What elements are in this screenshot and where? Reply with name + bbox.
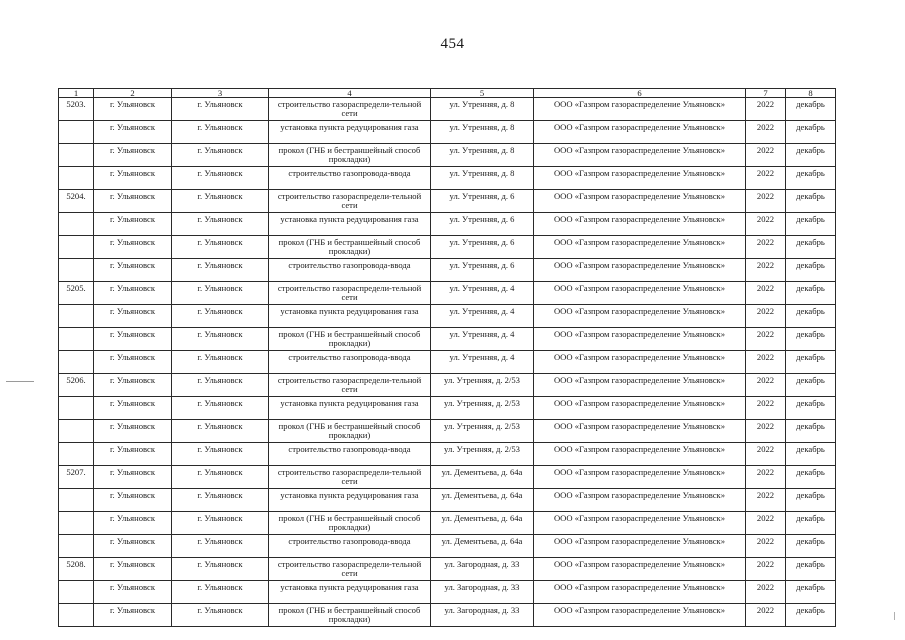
settlement-cell: г. Ульяновск (172, 558, 269, 581)
settlement-cell: г. Ульяновск (172, 144, 269, 167)
year-cell: 2022 (746, 259, 786, 282)
municipality-cell: г. Ульяновск (94, 213, 172, 236)
work-type-cell: прокол (ГНБ и бестраншейный способ прокладки) (269, 420, 431, 443)
work-type-cell: установка пункта редуцирования газа (269, 581, 431, 604)
work-type-cell: строительство газораспредели-тельной сети (269, 558, 431, 581)
year-cell: 2022 (746, 351, 786, 374)
row-number-cell (59, 489, 94, 512)
year-cell: 2022 (746, 144, 786, 167)
organization-cell: ООО «Газпром газораспределение Ульяновск» (534, 512, 746, 535)
month-cell: декабрь (786, 98, 836, 121)
work-type-cell: установка пункта редуцирования газа (269, 305, 431, 328)
work-type-cell: прокол (ГНБ и бестраншейный способ прокладки) (269, 604, 431, 627)
table-row (59, 604, 836, 627)
work-type-cell: установка пункта редуцирования газа (269, 489, 431, 512)
organization-cell: ООО «Газпром газораспределение Ульяновск» (534, 535, 746, 558)
municipality-cell: г. Ульяновск (94, 328, 172, 351)
month-cell: декабрь (786, 581, 836, 604)
settlement-cell: г. Ульяновск (172, 98, 269, 121)
work-type-cell: строительство газопровода-ввода (269, 351, 431, 374)
year-cell: 2022 (746, 328, 786, 351)
year-cell: 2022 (746, 213, 786, 236)
municipality-cell: г. Ульяновск (94, 397, 172, 420)
organization-cell: ООО «Газпром газораспределение Ульяновск» (534, 466, 746, 489)
year-cell: 2022 (746, 190, 786, 213)
municipality-cell: г. Ульяновск (94, 144, 172, 167)
organization-cell: ООО «Газпром газораспределение Ульяновск» (534, 397, 746, 420)
year-cell: 2022 (746, 420, 786, 443)
work-type-cell: строительство газораспредели-тельной сети (269, 466, 431, 489)
table-row (59, 144, 836, 167)
work-type-cell: строительство газораспредели-тельной сети (269, 190, 431, 213)
organization-cell: ООО «Газпром газораспределение Ульяновск» (534, 305, 746, 328)
municipality-cell: г. Ульяновск (94, 443, 172, 466)
table-row (59, 512, 836, 535)
work-type-cell: установка пункта редуцирования газа (269, 397, 431, 420)
settlement-cell: г. Ульяновск (172, 512, 269, 535)
table-row (59, 305, 836, 328)
settlement-cell: г. Ульяновск (172, 282, 269, 305)
address-cell: ул. Утренняя, д. 6 (431, 213, 534, 236)
address-cell: ул. Загородная, д. 33 (431, 604, 534, 627)
col-header: 2 (94, 89, 172, 98)
gas-works-table (58, 88, 836, 627)
month-cell: декабрь (786, 144, 836, 167)
settlement-cell: г. Ульяновск (172, 213, 269, 236)
month-cell: декабрь (786, 489, 836, 512)
organization-cell: ООО «Газпром газораспределение Ульяновск» (534, 259, 746, 282)
table-row (59, 581, 836, 604)
work-type-cell: строительство газопровода-ввода (269, 167, 431, 190)
organization-cell: ООО «Газпром газораспределение Ульяновск» (534, 558, 746, 581)
row-number-cell: 5206. (59, 374, 94, 397)
work-type-cell: строительство газораспредели-тельной сети (269, 98, 431, 121)
row-number-cell (59, 397, 94, 420)
month-cell: декабрь (786, 190, 836, 213)
year-cell: 2022 (746, 121, 786, 144)
work-type-cell: строительство газораспредели-тельной сети (269, 374, 431, 397)
organization-cell: ООО «Газпром газораспределение Ульяновск» (534, 328, 746, 351)
table-row (59, 190, 836, 213)
address-cell: ул. Утренняя, д. 4 (431, 351, 534, 374)
address-cell: ул. Утренняя, д. 6 (431, 259, 534, 282)
month-cell: декабрь (786, 535, 836, 558)
year-cell: 2022 (746, 489, 786, 512)
month-cell: декабрь (786, 558, 836, 581)
municipality-cell: г. Ульяновск (94, 604, 172, 627)
municipality-cell: г. Ульяновск (94, 420, 172, 443)
work-type-cell: строительство газораспредели-тельной сети (269, 282, 431, 305)
year-cell: 2022 (746, 167, 786, 190)
year-cell: 2022 (746, 604, 786, 627)
year-cell: 2022 (746, 443, 786, 466)
municipality-cell: г. Ульяновск (94, 190, 172, 213)
year-cell: 2022 (746, 512, 786, 535)
municipality-cell: г. Ульяновск (94, 466, 172, 489)
month-cell: декабрь (786, 121, 836, 144)
organization-cell: ООО «Газпром газораспределение Ульяновск» (534, 190, 746, 213)
row-number-cell: 5207. (59, 466, 94, 489)
month-cell: декабрь (786, 259, 836, 282)
address-cell: ул. Утренняя, д. 6 (431, 236, 534, 259)
year-cell: 2022 (746, 535, 786, 558)
page-number: 454 (440, 36, 465, 52)
settlement-cell: г. Ульяновск (172, 443, 269, 466)
organization-cell: ООО «Газпром газораспределение Ульяновск» (534, 351, 746, 374)
work-type-cell: прокол (ГНБ и бестраншейный способ прокладки) (269, 236, 431, 259)
municipality-cell: г. Ульяновск (94, 558, 172, 581)
month-cell: декабрь (786, 512, 836, 535)
row-number-cell (59, 213, 94, 236)
table-row (59, 213, 836, 236)
month-cell: декабрь (786, 397, 836, 420)
row-number-cell (59, 259, 94, 282)
settlement-cell: г. Ульяновск (172, 351, 269, 374)
month-cell: декабрь (786, 236, 836, 259)
work-type-cell: прокол (ГНБ и бестраншейный способ прокладки) (269, 328, 431, 351)
row-number-cell (59, 604, 94, 627)
address-cell: ул. Утренняя, д. 4 (431, 305, 534, 328)
settlement-cell: г. Ульяновск (172, 489, 269, 512)
month-cell: декабрь (786, 305, 836, 328)
scan-artifact (6, 381, 34, 382)
address-cell: ул. Загородная, д. 33 (431, 558, 534, 581)
year-cell: 2022 (746, 581, 786, 604)
table-row (59, 535, 836, 558)
row-number-cell (59, 236, 94, 259)
row-number-cell (59, 581, 94, 604)
header-row (59, 89, 836, 98)
table-row (59, 558, 836, 581)
month-cell: декабрь (786, 604, 836, 627)
settlement-cell: г. Ульяновск (172, 167, 269, 190)
table-row (59, 397, 836, 420)
scan-artifact (880, 612, 895, 620)
table-row (59, 167, 836, 190)
address-cell: ул. Дементьева, д. 64а (431, 512, 534, 535)
address-cell: ул. Утренняя, д. 8 (431, 98, 534, 121)
address-cell: ул. Загородная, д. 33 (431, 581, 534, 604)
settlement-cell: г. Ульяновск (172, 305, 269, 328)
address-cell: ул. Утренняя, д. 8 (431, 121, 534, 144)
settlement-cell: г. Ульяновск (172, 374, 269, 397)
year-cell: 2022 (746, 374, 786, 397)
row-number-cell (59, 167, 94, 190)
table-row (59, 236, 836, 259)
row-number-cell (59, 351, 94, 374)
work-type-cell: строительство газопровода-ввода (269, 259, 431, 282)
address-cell: ул. Утренняя, д. 2/53 (431, 420, 534, 443)
municipality-cell: г. Ульяновск (94, 374, 172, 397)
table-row (59, 443, 836, 466)
municipality-cell: г. Ульяновск (94, 259, 172, 282)
settlement-cell: г. Ульяновск (172, 236, 269, 259)
month-cell: декабрь (786, 213, 836, 236)
municipality-cell: г. Ульяновск (94, 98, 172, 121)
municipality-cell: г. Ульяновск (94, 121, 172, 144)
work-type-cell: установка пункта редуцирования газа (269, 121, 431, 144)
month-cell: декабрь (786, 282, 836, 305)
municipality-cell: г. Ульяновск (94, 305, 172, 328)
address-cell: ул. Утренняя, д. 2/53 (431, 443, 534, 466)
col-header: 5 (431, 89, 534, 98)
table-row (59, 98, 836, 121)
organization-cell: ООО «Газпром газораспределение Ульяновск» (534, 443, 746, 466)
settlement-cell: г. Ульяновск (172, 581, 269, 604)
work-type-cell: строительство газопровода-ввода (269, 535, 431, 558)
municipality-cell: г. Ульяновск (94, 351, 172, 374)
settlement-cell: г. Ульяновск (172, 604, 269, 627)
month-cell: декабрь (786, 443, 836, 466)
month-cell: декабрь (786, 328, 836, 351)
year-cell: 2022 (746, 466, 786, 489)
address-cell: ул. Дементьева, д. 64а (431, 466, 534, 489)
address-cell: ул. Дементьева, д. 64а (431, 489, 534, 512)
row-number-cell (59, 420, 94, 443)
municipality-cell: г. Ульяновск (94, 167, 172, 190)
month-cell: декабрь (786, 351, 836, 374)
municipality-cell: г. Ульяновск (94, 282, 172, 305)
col-header: 7 (746, 89, 786, 98)
address-cell: ул. Утренняя, д. 4 (431, 282, 534, 305)
municipality-cell: г. Ульяновск (94, 236, 172, 259)
row-number-cell: 5203. (59, 98, 94, 121)
row-number-cell (59, 512, 94, 535)
year-cell: 2022 (746, 305, 786, 328)
table-row (59, 466, 836, 489)
municipality-cell: г. Ульяновск (94, 581, 172, 604)
address-cell: ул. Утренняя, д. 8 (431, 167, 534, 190)
settlement-cell: г. Ульяновск (172, 420, 269, 443)
row-number-cell: 5208. (59, 558, 94, 581)
table-row (59, 489, 836, 512)
table-row (59, 282, 836, 305)
address-cell: ул. Утренняя, д. 2/53 (431, 374, 534, 397)
table-row (59, 374, 836, 397)
settlement-cell: г. Ульяновск (172, 535, 269, 558)
row-number-cell: 5205. (59, 282, 94, 305)
table-body (59, 98, 836, 627)
row-number-cell (59, 328, 94, 351)
year-cell: 2022 (746, 397, 786, 420)
organization-cell: ООО «Газпром газораспределение Ульяновск» (534, 98, 746, 121)
organization-cell: ООО «Газпром газораспределение Ульяновск» (534, 581, 746, 604)
municipality-cell: г. Ульяновск (94, 535, 172, 558)
year-cell: 2022 (746, 558, 786, 581)
month-cell: декабрь (786, 374, 836, 397)
table-row (59, 121, 836, 144)
row-number-cell (59, 535, 94, 558)
row-number-cell: 5204. (59, 190, 94, 213)
address-cell: ул. Утренняя, д. 8 (431, 144, 534, 167)
organization-cell: ООО «Газпром газораспределение Ульяновск» (534, 282, 746, 305)
row-number-cell (59, 305, 94, 328)
work-type-cell: прокол (ГНБ и бестраншейный способ прокладки) (269, 144, 431, 167)
year-cell: 2022 (746, 98, 786, 121)
row-number-cell (59, 121, 94, 144)
col-header: 8 (786, 89, 836, 98)
table-row (59, 328, 836, 351)
work-type-cell: прокол (ГНБ и бестраншейный способ прокладки) (269, 512, 431, 535)
organization-cell: ООО «Газпром газораспределение Ульяновск» (534, 144, 746, 167)
settlement-cell: г. Ульяновск (172, 328, 269, 351)
settlement-cell: г. Ульяновск (172, 259, 269, 282)
organization-cell: ООО «Газпром газораспределение Ульяновск» (534, 374, 746, 397)
settlement-cell: г. Ульяновск (172, 397, 269, 420)
year-cell: 2022 (746, 236, 786, 259)
work-type-cell: установка пункта редуцирования газа (269, 213, 431, 236)
organization-cell: ООО «Газпром газораспределение Ульяновск» (534, 121, 746, 144)
col-header: 6 (534, 89, 746, 98)
organization-cell: ООО «Газпром газораспределение Ульяновск» (534, 489, 746, 512)
year-cell: 2022 (746, 282, 786, 305)
address-cell: ул. Дементьева, д. 64а (431, 535, 534, 558)
municipality-cell: г. Ульяновск (94, 489, 172, 512)
col-header: 4 (269, 89, 431, 98)
month-cell: декабрь (786, 420, 836, 443)
organization-cell: ООО «Газпром газораспределение Ульяновск» (534, 236, 746, 259)
organization-cell: ООО «Газпром газораспределение Ульяновск» (534, 604, 746, 627)
row-number-cell (59, 144, 94, 167)
municipality-cell: г. Ульяновск (94, 512, 172, 535)
table-row (59, 351, 836, 374)
col-header: 1 (59, 89, 94, 98)
row-number-cell (59, 443, 94, 466)
col-header: 3 (172, 89, 269, 98)
settlement-cell: г. Ульяновск (172, 190, 269, 213)
organization-cell: ООО «Газпром газораспределение Ульяновск» (534, 167, 746, 190)
organization-cell: ООО «Газпром газораспределение Ульяновск» (534, 213, 746, 236)
settlement-cell: г. Ульяновск (172, 466, 269, 489)
month-cell: декабрь (786, 167, 836, 190)
settlement-cell: г. Ульяновск (172, 121, 269, 144)
table-row (59, 420, 836, 443)
table-row (59, 259, 836, 282)
address-cell: ул. Утренняя, д. 6 (431, 190, 534, 213)
work-type-cell: строительство газопровода-ввода (269, 443, 431, 466)
address-cell: ул. Утренняя, д. 4 (431, 328, 534, 351)
month-cell: декабрь (786, 466, 836, 489)
address-cell: ул. Утренняя, д. 2/53 (431, 397, 534, 420)
organization-cell: ООО «Газпром газораспределение Ульяновск» (534, 420, 746, 443)
